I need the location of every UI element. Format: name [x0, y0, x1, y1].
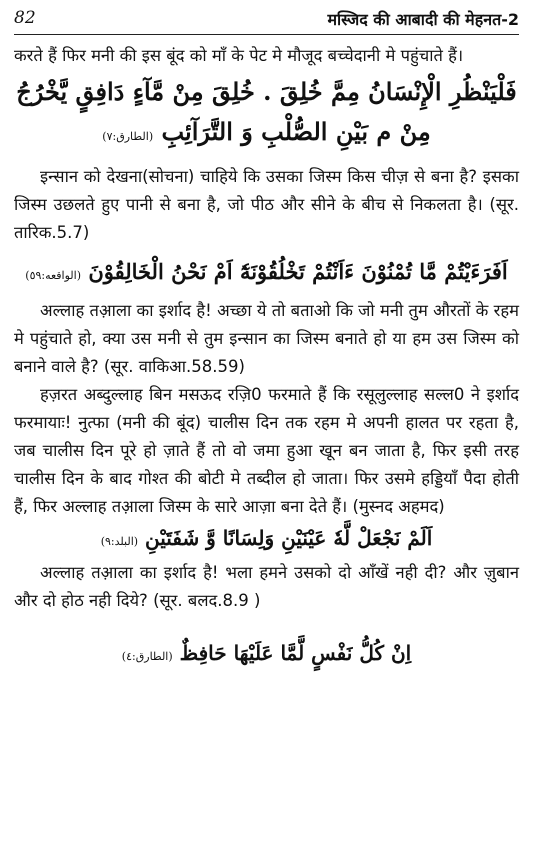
arabic-verse-3-reference: (البلد:٩)	[100, 535, 139, 548]
arabic-verse-4-text: اِنْ كُلُّ نَفْسٍ لَّمَّا عَلَيْهَا حَافِظٌ	[179, 641, 412, 665]
paragraph-2: इन्सान को देखना(सोचना) चाहिये कि उसका जिस्म किस चीज़ से बना है? इसका जिस्म उछलते हुए पानी से बना है, जो पीठ और सीने के बीच से निकलता है। (सूर. तारिक.5.7)	[14, 167, 519, 242]
arabic-verse-4	[14, 635, 519, 675]
paragraph-3: अल्लाह तआ़ला का इर्शाद है! अच्छा ये तो बताओ कि जो मनी तुम औरतों के रहम मे पहुंचाते हो, क्या उस मनी से तुम इन्सान का जिस्म बनाते हो या हम उस जिस्म को बनाने वाले है? (सूर. वाकिआ.58.59)	[14, 301, 519, 376]
page-header	[14, 8, 519, 32]
arabic-verse-2	[14, 255, 519, 293]
arabic-verse-1	[14, 72, 519, 157]
arabic-verse-3-text: اَلَمْ نَجْعَلْ لَّهٗ عَيْنَيْنِ وَلِسَانًا وَّ شَفَتَيْنِ	[145, 526, 433, 550]
paragraph-4: हज़रत अब्दुल्लाह बिन मसऊद रज़ि0 फरमाते हैं कि रसूलुल्लाह सल्ल0 ने इर्शाद फरमायाः! नुत्फा (मनी की बूंद) चालीस दिन तक रहम मे अपनी हालत पर रहता है, जब चालीस दिन पूरे हो ज़ाते हैं तो वो जमा हुआ खून बन जाता है, फिर इसी तरह चालीस दिन के बाद गोश्त की बोटी मे तब्दील हो जाता। फिर उसमे हड्डियाँ पैदा होती हैं, फिर अल्लाह तआ़ला जिस्म के सारे आज़ा बना देते हैं। (मुस्नद अहमद)	[14, 385, 519, 516]
arabic-verse-3	[14, 521, 519, 559]
page-number: 82	[14, 8, 36, 28]
arabic-verse-1-text: فَلْيَنْظُرِ الْإِنْسَانُ مِمَّ خُلِقَ . خُلِقَ مِنْ مَّآءٍ دَافِقٍ يَّخْرُجُ مِنْ م بَيْنِ الصُّلْبِ وَ التَّرَآئِبِ	[16, 77, 517, 146]
arabic-verse-4-reference: (الطارق:٤)	[121, 650, 173, 663]
paragraph-1: करते हैं फिर मनी की इस बूंद को माँ के पेट मे मौजूद बच्चेदानी मे पहुंचाते हैं।	[14, 46, 464, 65]
paragraph-5: अल्लाह तआ़ला का इर्शाद है! भला हमने उसको दो आँखें नही दी? और ज़ुबान और दो होठ नही दिये? (सूर. बलद.8.9 )	[14, 563, 519, 610]
header-rule	[14, 34, 519, 35]
arabic-verse-2-text: اَفَرَءَيْتُمْ مَّا تُمْنُوْنَ ءَاَنْتُمْ تَخْلُقُوْنَهٗٓ اَمْ نَحْنُ الْخَالِقُوْنَ	[88, 259, 508, 284]
running-title: मस्जिद की आबादी की मेहनत-2	[327, 10, 519, 29]
arabic-verse-1-reference: (الطارق:٧)	[102, 130, 154, 143]
arabic-verse-2-reference: (الواقعه:٥٩)	[25, 269, 81, 282]
page-body	[14, 42, 519, 675]
